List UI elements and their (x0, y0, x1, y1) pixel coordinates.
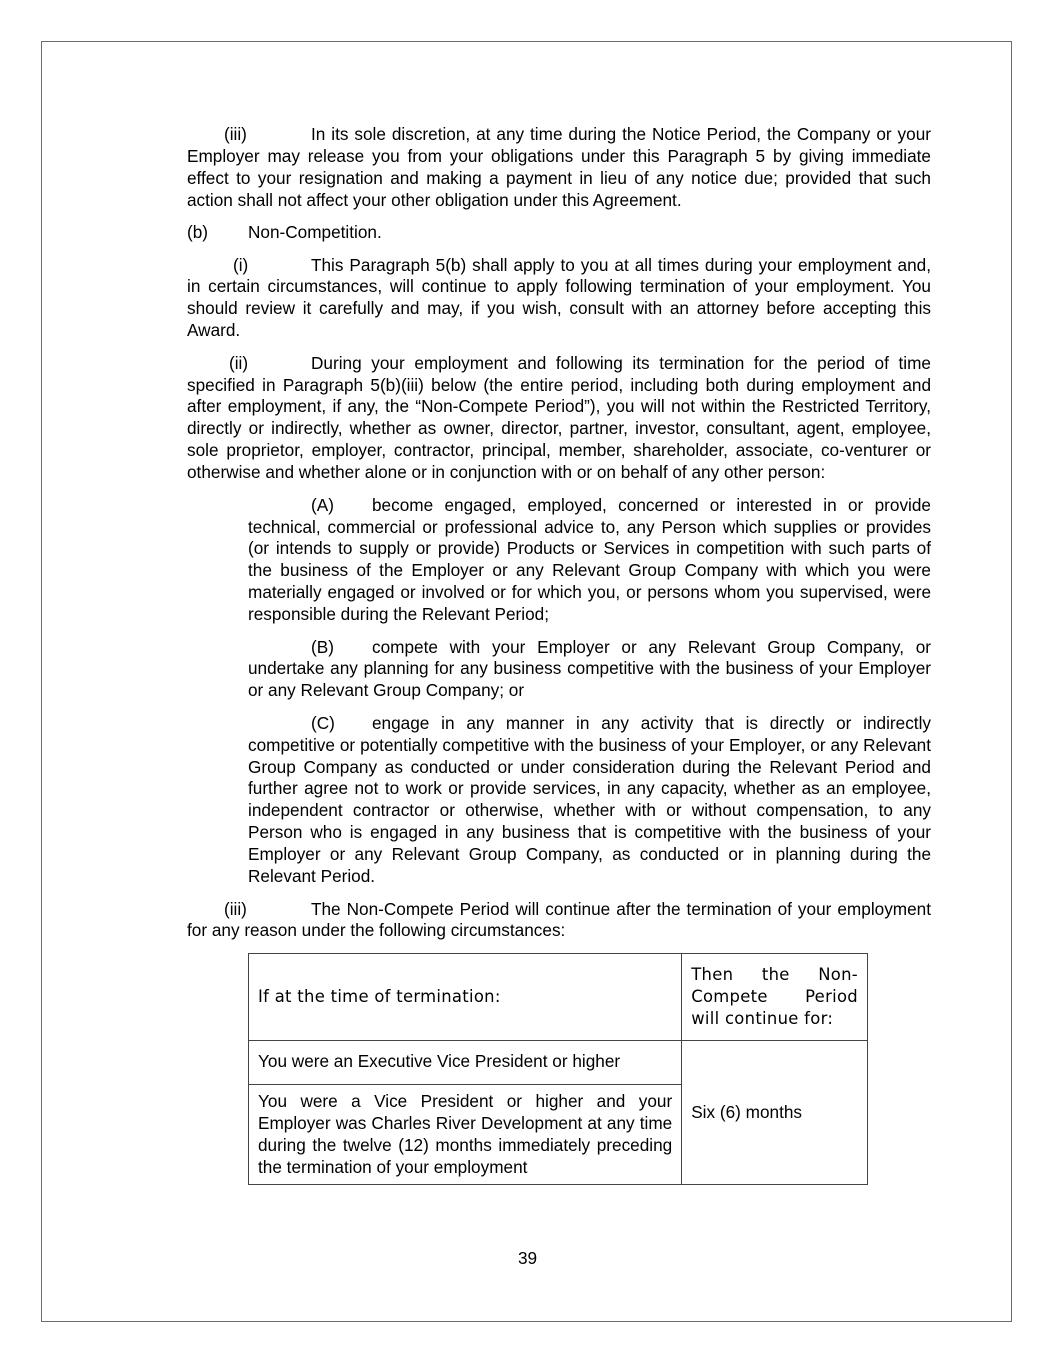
paragraph-B (248, 637, 931, 703)
duration-text: Six (6) months (691, 1101, 803, 1122)
paragraph-text: This Paragraph 5(b) shall apply to you at all times during your employment and, in certain circumstances, will continue to apply following termination of your employment. You should review it carefully and may, if you wish, consult with an attorney before accepting this Award. (187, 254, 931, 341)
page-number: 39 (517, 1248, 538, 1268)
paragraph-A (248, 495, 931, 626)
header-right-text: Then the Non-Compete Period will continue for: (691, 964, 858, 1028)
paragraph-iii-continuation (187, 899, 931, 943)
paragraph-text: The Non-Compete Period will continue after the termination of your employment for any reason under the following circumstances: (187, 898, 931, 941)
paragraph-text: Non-Competition. (248, 222, 382, 243)
paragraph-iii-release (187, 124, 931, 212)
table-row (249, 1040, 868, 1084)
paragraph-label: (C) (311, 712, 335, 733)
paragraph-text: become engaged, employed, concerned or interested in or provide technical, commercial or professional advice to, any Person which supplies or provides (or intends to supply or provide) Products or Services in competition with such parts of the business of the Employer or any Relevant Group Company with which you were materially engaged or involved or for which you, or persons whom you supervised, were responsible during the Relevant Period; (248, 494, 931, 625)
table-cell-duration (682, 1040, 868, 1185)
paragraph-text: During your employment and following its termination for the period of time specified in Paragraph 5(b)(iii) below (the entire period, including both during employment and after employment, if any, the “Non-Compete Period”), you will not within the Restricted Territory, directly or indirectly, whether as owner, director, partner, investor, consultant, agent, employee, sole proprietor, employer, contractor, principal, member, shareholder, associate, co-venturer or otherwise and whether alone or in conjunction with or on behalf of any other person: (187, 352, 931, 483)
table-cell (249, 1084, 682, 1185)
paragraph-label: (ii) (229, 352, 249, 373)
table-cell (249, 1040, 682, 1084)
paragraph-text: engage in any manner in any activity that is directly or indirectly competitive or potentially competitive with the business of your Employer, or any Relevant Group Company as conducted or under consideration during the Relevant Period and further agree not to work or provide services, in any capacity, whether as an employee, independent contractor or otherwise, whether with or without compensation, to any Person who is engaged in any business that is competitive with the business of your Employer or any Relevant Group Company, as conducted or in planning during the Relevant Period. (248, 712, 931, 887)
paragraph-C (248, 713, 931, 888)
document-body (187, 124, 931, 1185)
paragraph-label: (b) (187, 222, 209, 243)
paragraph-i (187, 255, 931, 343)
non-compete-table (248, 953, 868, 1186)
paragraph-ii (187, 353, 931, 484)
paragraph-label: (iii) (224, 124, 247, 144)
paragraph-label: (A) (311, 494, 334, 515)
row1-condition-text: You were an Executive Vice President or higher (258, 1051, 621, 1072)
table-header-cell (249, 953, 682, 1040)
paragraph-label: (iii) (224, 898, 247, 919)
paragraph-label: (B) (311, 636, 334, 657)
paragraph-label: (i) (233, 254, 249, 275)
row2-condition-text: You were a Vice President or higher and your Employer was Charles River Development at any time during the twelve (12) months immediately preceding the termination of your employment (258, 1090, 673, 1177)
table-header-row (249, 953, 868, 1040)
paragraph-b-heading (187, 222, 931, 244)
header-left-text: If at the time of termination: (258, 986, 501, 1006)
table-header-cell (682, 953, 868, 1040)
paragraph-text: compete with your Employer or any Relevant Group Company, or undertake any planning for any business competitive with the business of your Employer or any Relevant Group Company; or (248, 636, 931, 701)
paragraph-text: In its sole discretion, at any time during the Notice Period, the Company or your Employer may release you from your obligations under this Paragraph 5 by giving immediate effect to your resignation and making a payment in lieu of any notice due; provided that such action shall not affect your other obligation under this Agreement. (187, 124, 931, 210)
